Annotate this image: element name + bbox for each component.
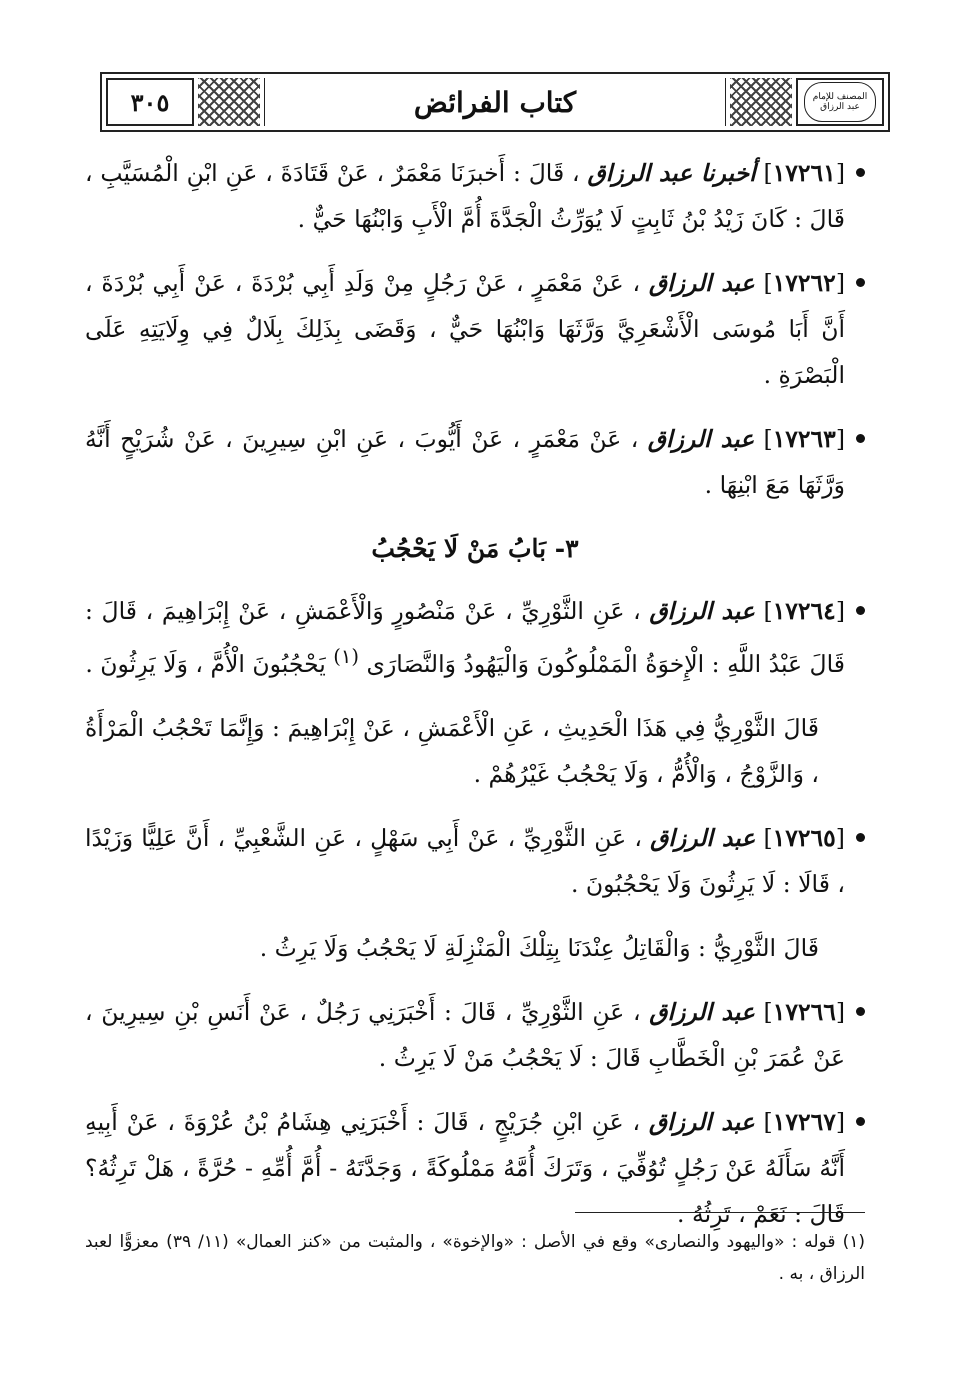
bullet-icon	[856, 434, 865, 443]
hadith-number: [١٧٢٦٢]	[763, 269, 845, 297]
hadith-entry	[85, 815, 865, 907]
chapter-title-box	[264, 78, 726, 126]
hadith-text: ، قَالَ : أَخبرَنَا مَعْمَرٌ ، عَنْ قَتَادَةَ ، عَنِ ابْنِ الْمُسَيَّبِ ، قَالَ : كَانَ زَيْدُ بْنُ ثَابِتٍ لَا يُوَرِّثُ الْجَدَّةَ أُمَّ الْأَبِ وَابْنُهَا حَيٌّ .	[85, 159, 845, 233]
page-number: ٣٠٥	[130, 87, 170, 117]
commentary-paragraph: قَالَ الثَّوْرِيُّ فِي هَذَا الْحَدِيثِ ، عَنِ الْأَعْمَشِ ، عَنْ إِبْرَاهِيمَ : وَإِنَّمَا تَحْجُبُ الْمَرْأَةُ ، وَالزَّوْجُ ، وَالْأُمُّ ، وَلَا يَحْجُبُ غَيْرُهُمْ .	[85, 713, 819, 788]
hadith-entry	[85, 416, 865, 508]
hadith-entry	[85, 150, 865, 242]
hadith-source: عبد الرزاق	[650, 823, 756, 852]
emblem-box	[796, 78, 884, 126]
bullet-icon	[856, 833, 865, 842]
main-text	[85, 150, 865, 1255]
commentary-paragraph: قَالَ الثَّوْرِيُّ : وَالْقَاتِلُ عِنْدَنَا بِتِلْكَ الْمَنْزِلَةِ لَا يَحْجُبُ وَلَا يَرِثُ .	[259, 933, 819, 962]
hadith-text: ، عَنْ مَعْمَرٍ ، عَنْ أَيُّوبَ ، عَنِ ابْنِ سِيرِينَ ، عَنْ شُرَيْحٍ أَنَّهُ وَرَّثَهَا مَعَ ابْنِهَا .	[85, 425, 845, 499]
hadith-entry	[85, 588, 865, 687]
chapter-title: كتاب الفرائض	[413, 85, 577, 119]
bullet-icon	[856, 168, 865, 177]
header-ornament-left	[198, 78, 260, 126]
hadith-number: [١٧٢٦١]	[763, 159, 845, 187]
emblem-text: المصنف للإمام عبد الرزاق	[812, 92, 868, 112]
hadith-text: ، عَنِ الثَّوْرِيِّ ، عَنْ مَنْصُورٍ وَالْأَعْمَشِ ، عَنْ إِبْرَاهِيمَ ، قَالَ : قَالَ عَبْدُ اللَّهِ : الْإِخوَةُ الْمَمْلُوكُونَ وَالْيَهُودُ وَالنَّصَارَى	[85, 597, 845, 678]
footnote-divider	[575, 1212, 865, 1213]
bullet-icon	[856, 278, 865, 287]
hadith-number: [١٧٢٦٣]	[763, 425, 845, 453]
footnote-ref-link[interactable]: (١)	[333, 645, 360, 668]
hadith-text-continued: يَحْجُبُونَ الْأُمَّ ، وَلَا يَرِثُونَ .	[85, 649, 326, 678]
bullet-icon	[856, 606, 865, 615]
hadith-text: ، عَنِ الثَّوْرِيِّ ، قَالَ : أَخْبَرَنِي رَجُلٌ ، عَنْ أَنَسِ بْنِ سِيرِينَ ، عَنْ عُمَرَ بْنِ الْخَطَّابِ قَالَ : لَا يَحْجُبُ مَنْ لَا يَرِثُ .	[85, 997, 845, 1072]
hadith-number: [١٧٢٦٤]	[763, 597, 845, 625]
hadith-entry	[85, 1099, 865, 1237]
hadith-entry	[85, 260, 865, 398]
header-ornament-right	[730, 78, 792, 126]
hadith-number: [١٧٢٦٦]	[763, 997, 845, 1026]
hadith-source: أخبرنا عبد الرزاق	[587, 159, 756, 187]
bullet-icon	[856, 1117, 865, 1126]
hadith-source: عبد الرزاق	[648, 269, 755, 297]
footnote: (١) قوله : «واليهود والنصارى» وقع في الأصل : «والإخوة» ، والمثبت من «كنز العمال» (١١/ ٣٩) معزوًّا لعبد الرزاق ، به .	[85, 1232, 865, 1284]
hadith-text: ، عَنِ ابْنِ جُرَيْجٍ ، قَالَ : أَخْبَرَنِي هِشَامُ بْنُ عُرْوَةَ ، عَنْ أَبِيهِ أَنَّهُ سَأَلَهُ عَنْ رَجُلٍ تُوُفِّيَ ، وَتَرَكَ أُمَّهُ مَمْلُوكَةً ، وَجَدَّتَهُ - أُمَّ أُمِّهِ - حُرَّةً ، هَلْ تَرِثُهُ؟ قَالَ : نَعَمْ ، تَرِثُهُ .	[85, 1107, 845, 1228]
hadith-source: عبد الرزاق	[647, 425, 755, 453]
hadith-source: عبد الرزاق	[648, 1107, 755, 1136]
hadith-number: [١٧٢٦٧]	[763, 1107, 845, 1136]
book-emblem-icon	[804, 82, 876, 122]
bullet-icon	[856, 1007, 865, 1016]
hadith-entry	[85, 989, 865, 1081]
hadith-text: ، عَنْ مَعْمَرٍ ، عَنْ رَجُلٍ مِنْ وَلَدِ أَبِي بُرْدَةَ ، عَنْ أَبِي بُرْدَةَ ، أَنَّ أَبَا مُوسَى الْأَشْعَرِيَّ وَرَّثَهَا وَابْنُهَا حَيٌّ ، وَقَضَى بِذَلِكَ بِلَالٌ فِي وِلَايَتِهِ عَلَى الْبَصْرَةِ .	[85, 269, 845, 389]
page-number-box	[106, 78, 194, 126]
section-heading: ٣- بَابُ مَنْ لَا يَحْجُبُ	[371, 534, 579, 563]
hadith-text: ، عَنِ الثَّوْرِيِّ ، عَنْ أَبِي سَهْلٍ ، عَنِ الشَّعْبِيِّ ، أَنَّ عَلِيًّا وَزَيْدًا ، قَالَا : لَا يَرِثُونَ وَلَا يَحْجُبُونَ .	[85, 823, 845, 898]
hadith-source: عبد الرزاق	[649, 997, 755, 1026]
hadith-source: عبد الرزاق	[649, 597, 755, 625]
hadith-number: [١٧٢٦٥]	[763, 823, 845, 852]
running-header	[100, 72, 890, 132]
